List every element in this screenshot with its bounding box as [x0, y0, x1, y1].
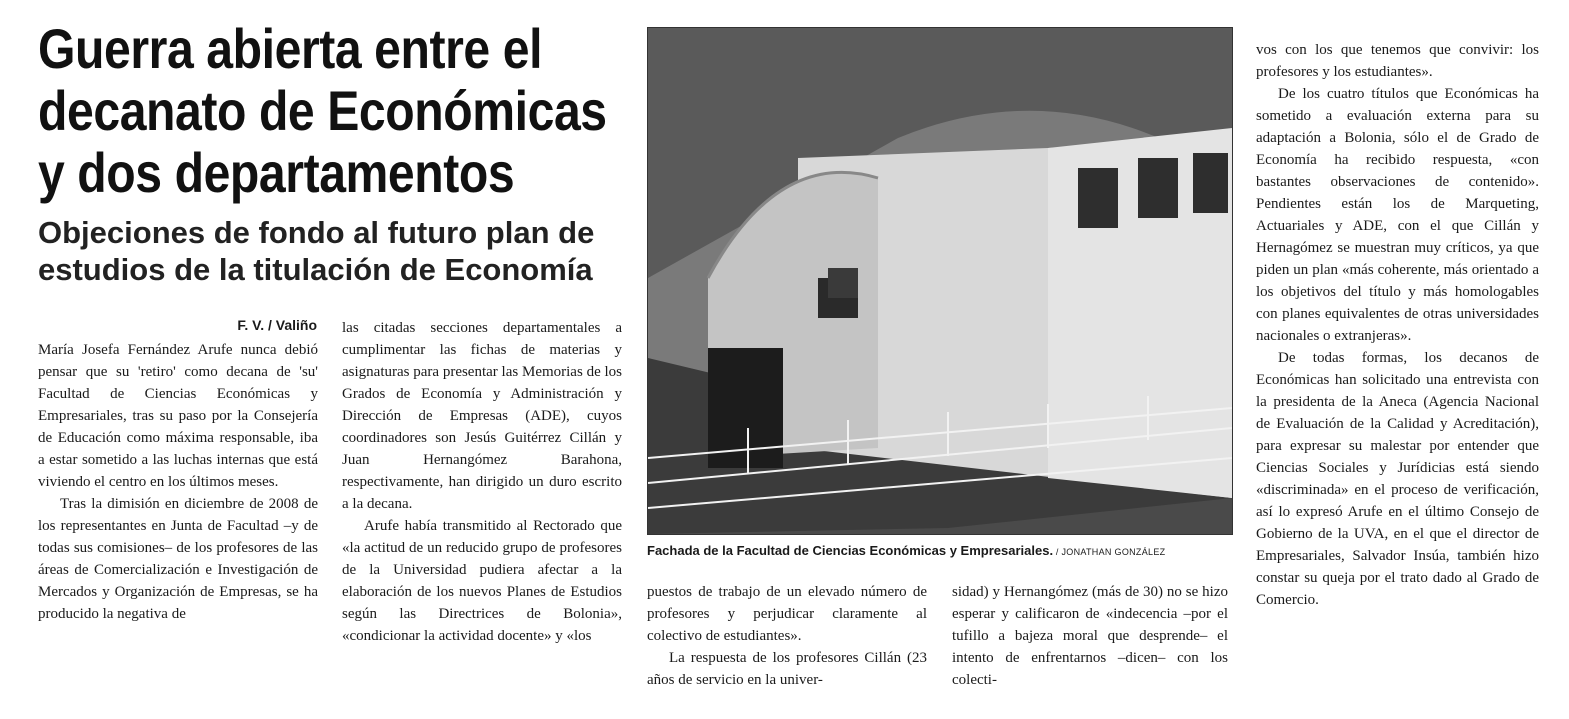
article-column-2	[342, 317, 622, 647]
paragraph: puestos de trabajo de un elevado número de profesores y perjudicar claramente al colectivo de estudiantes».	[647, 584, 927, 644]
paragraph: vos con los que tenemos que convivir: los profesores y los estudiantes».	[1256, 42, 1539, 80]
paragraph: las citadas secciones departamentales a cumplimentar las fichas de materias y asignaturas para presentar las Memorias de los Grados de Economía y Administración y Dirección de Empresas (ADE), cuyos coordinadores son Jesús Guitérrez Cillán y Juan Hernangómez Barahona, respectivamente, han dirigido un duro escrito a la decana.	[342, 320, 622, 512]
paragraph: María Josefa Fernández Arufe nunca debió pensar que su 'retiro' como decana de 'su' Facultad de Ciencias Económicas y Empresariales, tras su paso por la Consejería de Educación como máxima responsable, iba a estar sometido a las luchas internas que está viviendo el centro en los últimos meses.	[38, 342, 318, 490]
paragraph: Tras la dimisión en diciembre de 2008 de los representantes en Junta de Facultad –y de todas sus comisiones– de los profesores de las áreas de Comercialización e Investigación de Mercados y Organización de Empresas, se ha producido la negativa de	[38, 496, 318, 622]
headline	[38, 17, 607, 204]
faculty-building-illustration	[648, 28, 1232, 534]
article-column-5	[1256, 39, 1539, 611]
headline-line-2: decanato de Económicas	[38, 79, 607, 142]
paragraph: De todas formas, los decanos de Económicas han solicitado una entrevista con la presidenta de la Aneca (Agencia Nacional de Evaluación de la Calidad y Acreditación), para expresar su malestar por entender que Ciencias Sociales y Jurídicias está siendo «discriminada» en el proceso de verificación, así lo expresó Arufe en el último Consejo de Gobierno de la UVA, en el que el director de Empresariales, Salvador Insúa, también hizo constar su queja por el trato dado al Grado de Comercio.	[1256, 350, 1539, 608]
article-column-3	[647, 581, 927, 691]
subtitle-line-1: Objeciones de fondo al futuro plan de	[38, 215, 595, 250]
paragraph: La respuesta de los profesores Cillán (23 años de servicio en la univer-	[647, 650, 927, 688]
photo-credit: / JONATHAN GONZÁLEZ	[1053, 547, 1166, 557]
paragraph: De los cuatro títulos que Económicas ha sometido a evaluación externa para su adaptación a Bolonia, sólo el de Grado de Economía ha recibido respuesta, «con bastantes observaciones de contenido». Pendientes están los de Marqueting, Actuariales y ADE, con el que Cillán y Hernagómez se muestran muy críticos, ya que piden un plan «más coherente, más orientado a los objetivos del título y más homologables con planes equivalentes de otras universidades nacionales o extranjeras».	[1256, 86, 1539, 344]
article-column-4	[952, 581, 1228, 691]
paragraph: Arufe había transmitido al Rectorado que «la actitud de un reducido grupo de profesores de la Universidad pudiera afectar a la elaboración de los nuevos Planes de Estudios según las Directrices de Bolonia», «condicionar la actividad docente» y «los	[342, 518, 622, 644]
caption-text: Fachada de la Facultad de Ciencias Económicas y Empresariales.	[647, 543, 1054, 558]
byline: F. V. / Valiño	[237, 317, 317, 333]
paragraph: sidad) y Hernangómez (más de 30) no se hizo esperar y calificaron de «indecencia –por el tufillo a bajeza moral que desprende– el intento de enfrentarnos –dicen– con los colecti-	[952, 584, 1228, 688]
subtitle-line-2: estudios de la titulación de Economía	[38, 252, 593, 287]
headline-line-1: Guerra abierta entre el	[38, 17, 543, 80]
photo-caption	[647, 542, 1247, 561]
building-photo	[647, 27, 1233, 535]
headline-line-3: y dos departamentos	[38, 141, 515, 204]
subtitle	[38, 214, 638, 288]
article-column-1	[38, 339, 318, 625]
